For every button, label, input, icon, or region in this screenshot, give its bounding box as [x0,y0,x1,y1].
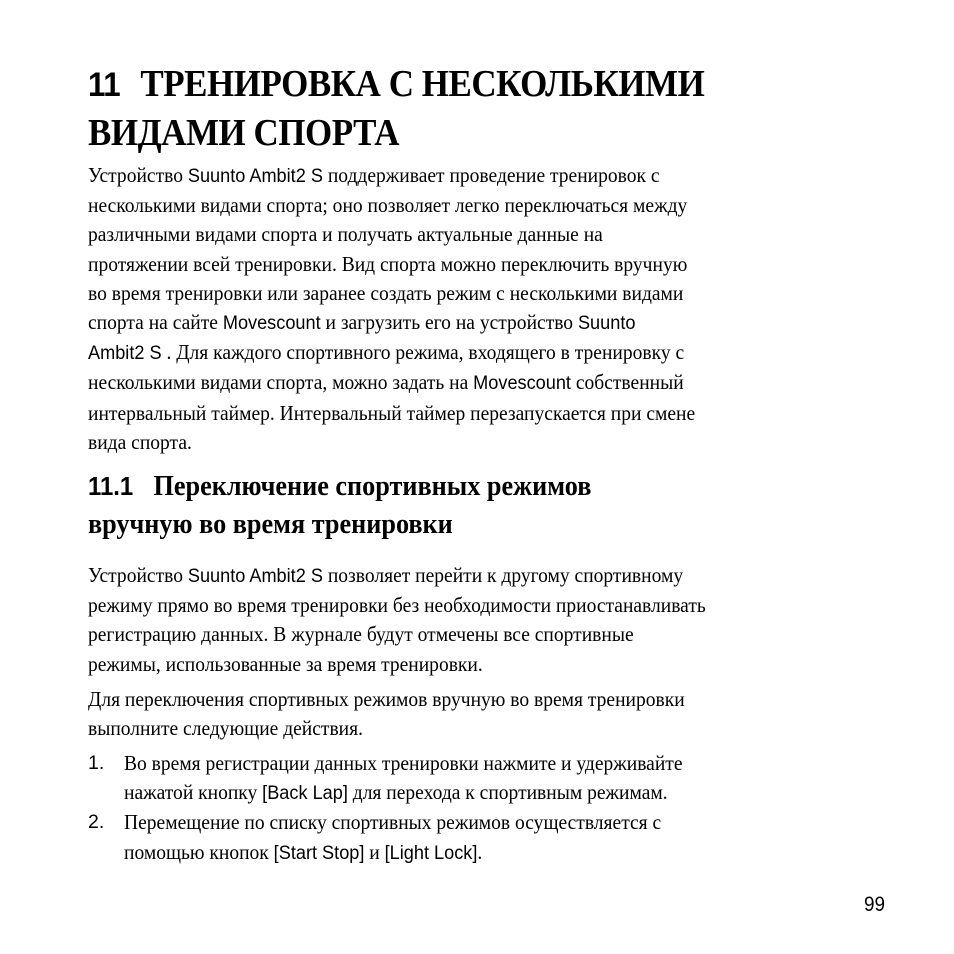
section-paragraph-1 [88,561,823,679]
step-item [88,808,888,867]
text-line: протяжении всей тренировки. Вид спорта можно переключить вручную [88,251,688,276]
chapter-title-line1: ТРЕНИРОВКА С НЕСКОЛЬКИМИ [140,63,705,105]
text-line: несколькими видами спорта, можно задать на Movescount собственный [88,370,684,395]
text-line: нажатой кнопку [Back Lap] для перехода к спортивным режимам. [124,780,668,805]
text-line: Перемещение по списку спортивных режимов осуществляется с [124,810,662,835]
section-title-line1: Переключение спортивных режимов [153,471,592,502]
text-line: Во время регистрации данных тренировки нажмите и удерживайте [124,751,683,775]
section-heading [88,467,842,544]
step-number: 2. [88,811,105,834]
product-name: Ambit2 S [88,342,162,365]
text-line: помощью кнопок [Start Stop] и [Light Lock]. [124,839,483,864]
product-name: Suunto Ambit2 S [187,165,323,187]
section-number: 11.1 [88,471,134,501]
section-paragraph-2 [88,685,823,743]
steps-list [88,749,888,868]
chapter-number: 11 [88,66,121,104]
button-name: [Light Lock] [384,841,478,864]
text-line: вида спорта. [88,429,192,454]
text-line: различными видами спорта и получать актуальные данные на [88,222,603,247]
chapter-title-line2: ВИДАМИ СПОРТА [88,112,400,154]
text-line: режиму прямо во время тренировки без необходимости приостанавливать [88,593,706,618]
button-name: [Back Lap] [262,782,348,805]
page-number: 99 [864,893,886,916]
text-line: Для переключения спортивных режимов вручную во время тренировки [88,687,685,711]
button-name: [Start Stop] [273,841,365,864]
text-line: несколькими видами спорта; оно позволяет легко переключаться между [88,193,688,218]
step-number: 1. [88,752,105,774]
intro-paragraph [88,161,823,457]
chapter-heading [88,60,824,157]
text-line: режимы, использованные за время тренировки. [88,651,483,676]
product-name: Suunto Ambit2 S [187,565,323,587]
text-line: Устройство Suunto Ambit2 S поддерживает проведение тренировок с [88,163,660,187]
text-line: выполните следующие действия. [88,716,364,741]
text-line: во время тренировки или заранее создать режим с несколькими видами [88,280,684,305]
website-name: Movescount [473,372,571,395]
product-name: Suunto [577,312,636,335]
text-line: регистрацию данных. В журнале будут отмечены все спортивные [88,622,634,647]
step-item [88,749,888,808]
text-line: интервальный таймер. Интервальный таймер перезапускается при смене [88,400,696,425]
text-line: спорта на сайте Movescount и загрузить его на устройство Suunto [88,310,636,335]
text-line: Ambit2 S . Для каждого спортивного режима, входящего в тренировку с [88,340,685,365]
website-name: Movescount [222,312,321,335]
text-line: Устройство Suunto Ambit2 S позволяет перейти к другому спортивному [88,563,684,587]
section-title-line2: вручную во время тренировки [88,509,453,540]
